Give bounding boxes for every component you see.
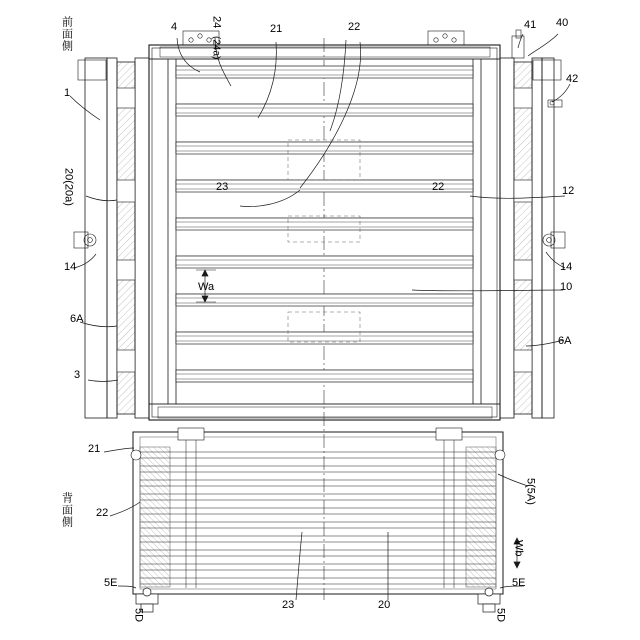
label-41: 41 [524, 19, 537, 31]
label-24a: (24a) [210, 36, 222, 60]
label-wa: Wa [198, 281, 215, 293]
label-21-top: 21 [270, 23, 283, 35]
label-22-top: 22 [348, 21, 361, 33]
label-5d-right: 5D [494, 608, 507, 623]
label-20-bottom: 20 [378, 599, 391, 611]
label-24: 24 [210, 16, 223, 29]
label-40: 40 [556, 17, 569, 29]
label-14-left: 14 [64, 261, 77, 273]
label-4: 4 [171, 21, 178, 33]
label-20-20a: 20(20a) [62, 168, 75, 206]
label-23-bottom: 23 [282, 599, 295, 611]
label-front-side: 前面側 [60, 16, 73, 52]
label-14-right: 14 [560, 261, 573, 273]
label-6a-left: 6A [70, 313, 84, 325]
label-22-bottom: 22 [96, 507, 109, 519]
label-12: 12 [562, 185, 575, 197]
label-back-side: 背面側 [60, 492, 73, 528]
label-23-top: 23 [216, 181, 229, 193]
label-22-right: 22 [432, 181, 445, 193]
label-21-bottom: 21 [88, 443, 101, 455]
label-6a-right: 6A [558, 335, 572, 347]
label-1: 1 [64, 87, 71, 99]
label-10: 10 [560, 281, 573, 293]
lower-module [131, 428, 505, 612]
side-mechanism [74, 30, 565, 372]
label-wb: Wb [512, 540, 525, 557]
label-3: 3 [74, 369, 81, 381]
label-5d-left: 5D [132, 608, 145, 623]
label-42: 42 [566, 73, 579, 85]
shelf-stack [176, 66, 473, 382]
label-5-5a: 5(5A) [524, 478, 537, 505]
label-5e-right: 5E [512, 577, 526, 589]
label-5e-left: 5E [104, 577, 118, 589]
